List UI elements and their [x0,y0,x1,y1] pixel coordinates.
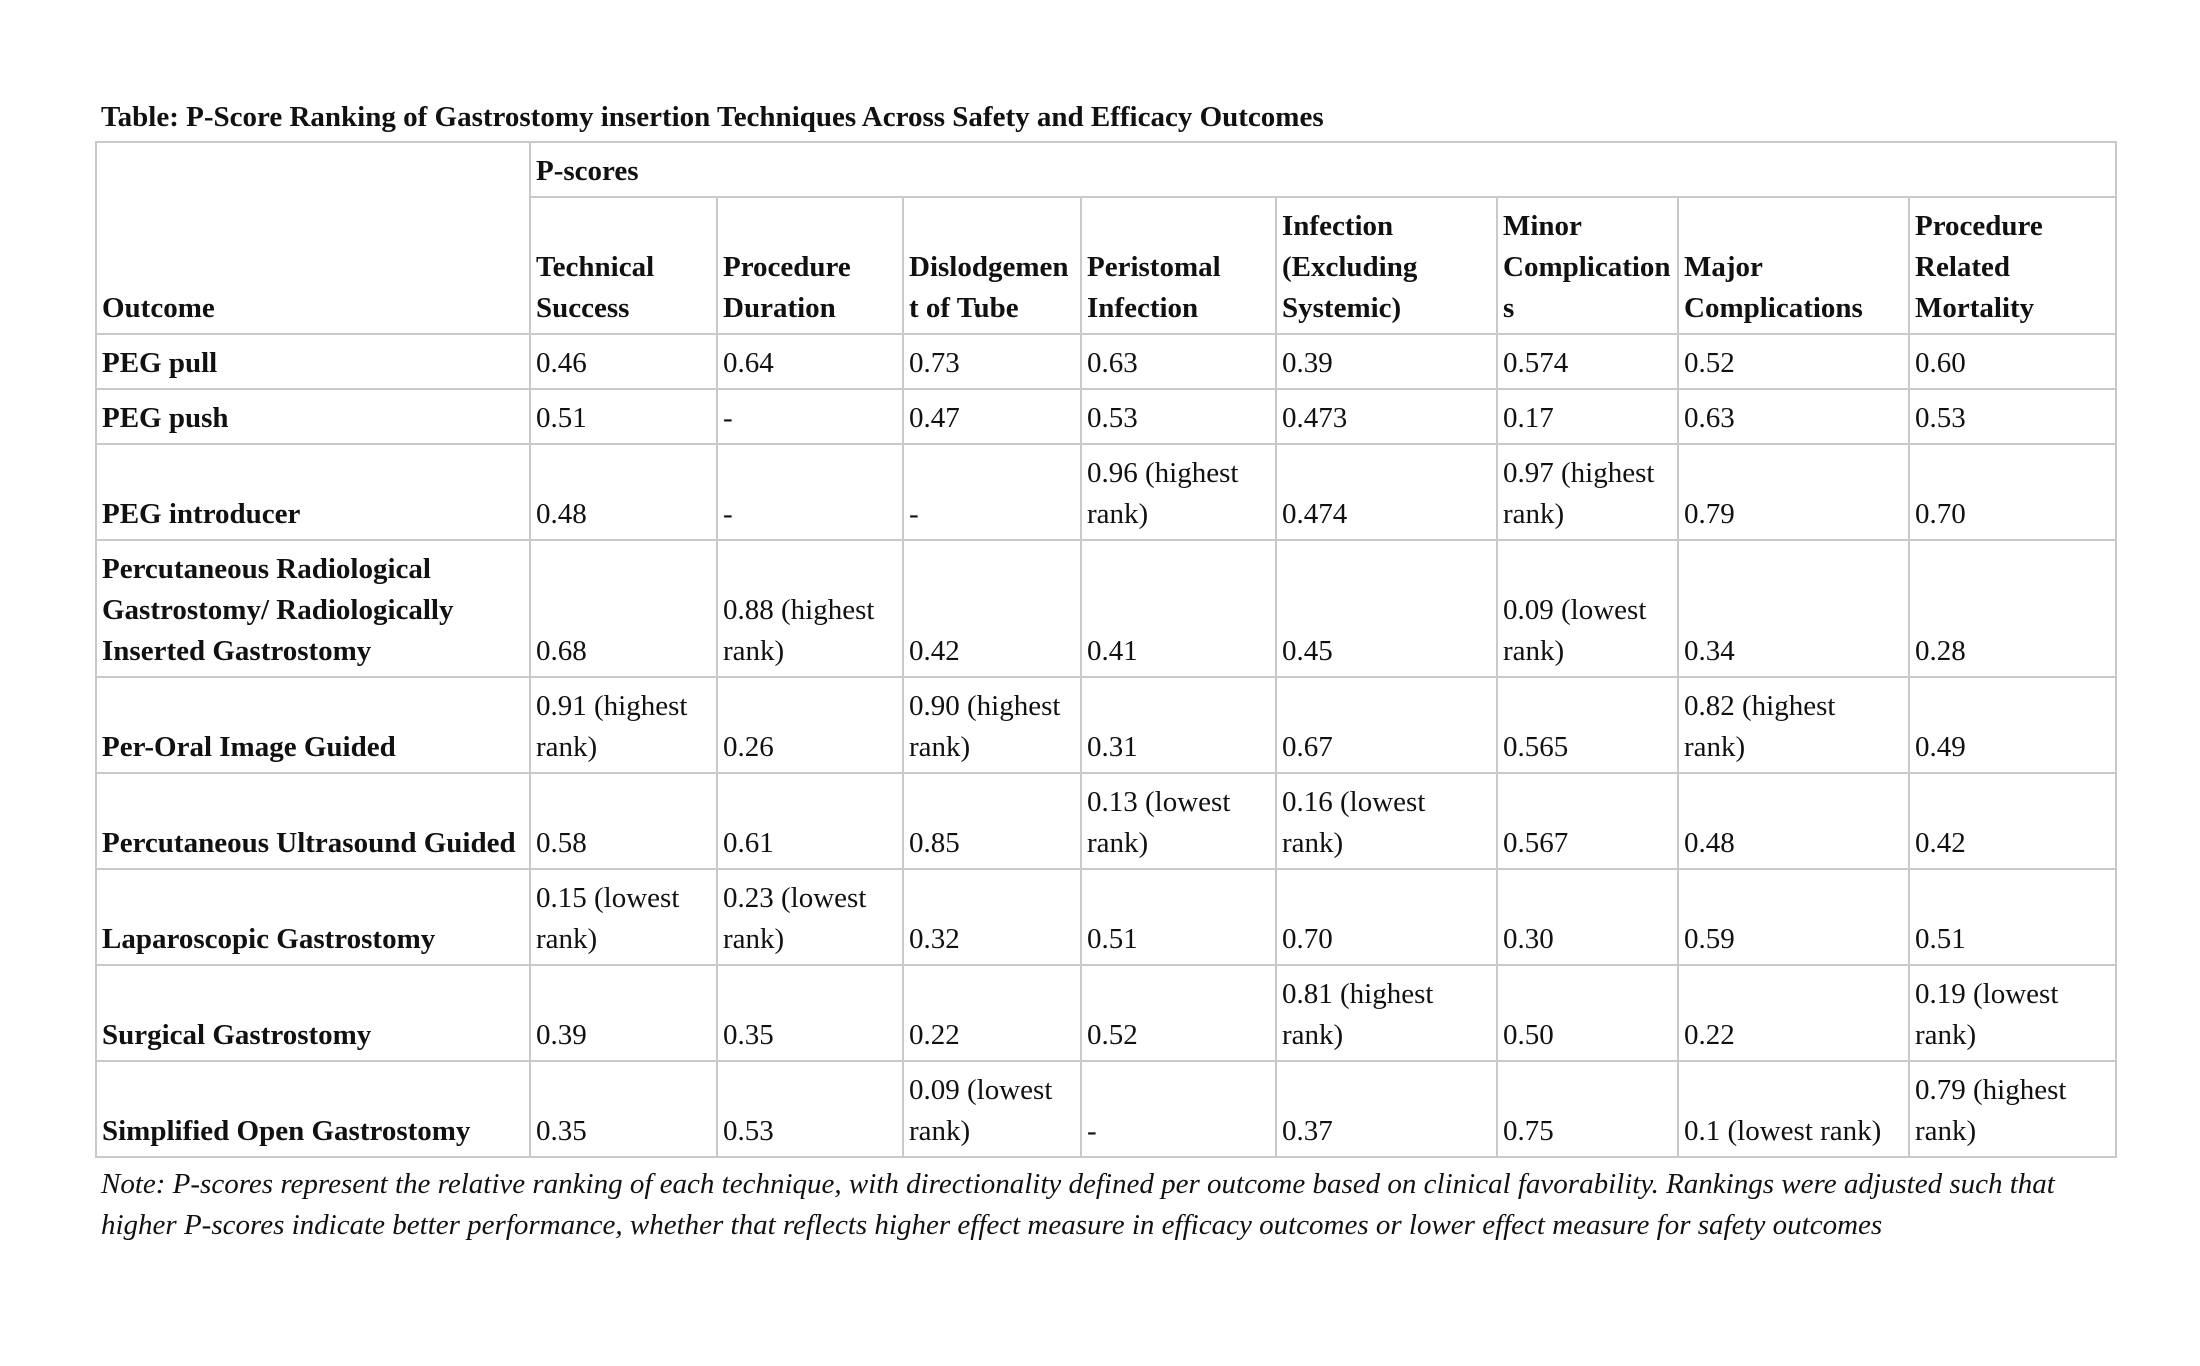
technique-label: PEG pull [96,334,530,389]
p-score-cell: 0.47 [903,389,1081,444]
p-score-cell: 0.474 [1276,444,1497,540]
table-row [96,1061,2116,1157]
p-score-cell: 0.82 (highest rank) [1678,677,1909,773]
p-score-cell: 0.26 [717,677,903,773]
table-row [96,334,2116,389]
table-row [96,773,2116,869]
p-score-cell: 0.16 (lowest rank) [1276,773,1497,869]
p-score-cell: 0.09 (lowest rank) [903,1061,1081,1157]
p-score-cell: 0.97 (highest rank) [1497,444,1678,540]
table-title: Table: P-Score Ranking of Gastrostomy insertion Techniques Across Safety and Efficacy Outcomes [101,101,1324,133]
p-score-cell: 0.48 [1678,773,1909,869]
p-score-cell: 0.09 (lowest rank) [1497,540,1678,677]
p-score-cell: 0.1 (lowest rank) [1678,1061,1909,1157]
p-score-cell: 0.59 [1678,869,1909,965]
p-scores-header: P-scores [530,142,2116,197]
table-row [96,389,2116,444]
p-score-cell: 0.96 (highest rank) [1081,444,1276,540]
table-row [96,677,2116,773]
technique-label: PEG push [96,389,530,444]
p-score-cell: 0.42 [903,540,1081,677]
p-score-cell: 0.58 [530,773,717,869]
p-score-cell: 0.75 [1497,1061,1678,1157]
p-score-cell: 0.35 [530,1061,717,1157]
p-score-cell: 0.15 (lowest rank) [530,869,717,965]
p-score-cell: 0.50 [1497,965,1678,1061]
p-score-cell: 0.51 [1909,869,2116,965]
p-score-cell: 0.79 (highest rank) [1909,1061,2116,1157]
p-score-cell: 0.51 [1081,869,1276,965]
column-header: Peristomal Infection [1081,197,1276,334]
technique-label: Surgical Gastrostomy [96,965,530,1061]
p-score-cell: 0.88 (highest rank) [717,540,903,677]
technique-label: Simplified Open Gastrostomy [96,1061,530,1157]
p-score-cell: 0.60 [1909,334,2116,389]
p-score-cell: 0.81 (highest rank) [1276,965,1497,1061]
p-score-cell: 0.35 [717,965,903,1061]
column-header: Dislodgement of Tube [903,197,1081,334]
p-score-cell: 0.42 [1909,773,2116,869]
p-score-cell: 0.91 (highest rank) [530,677,717,773]
document-page [95,97,2115,1246]
technique-label: Per-Oral Image Guided [96,677,530,773]
table-row [96,444,2116,540]
p-score-cell: 0.39 [530,965,717,1061]
p-score-cell: 0.473 [1276,389,1497,444]
p-score-cell: 0.53 [1081,389,1276,444]
p-score-cell: 0.90 (highest rank) [903,677,1081,773]
p-score-cell: 0.28 [1909,540,2116,677]
p-score-cell: 0.41 [1081,540,1276,677]
p-score-cell: 0.79 [1678,444,1909,540]
p-score-cell: - [903,444,1081,540]
table-body [96,334,2116,1157]
p-score-cell: 0.52 [1081,965,1276,1061]
p-score-cell: 0.30 [1497,869,1678,965]
p-score-cell: 0.22 [1678,965,1909,1061]
column-header: Technical Success [530,197,717,334]
pscore-table [95,141,2117,1158]
p-score-cell: 0.53 [717,1061,903,1157]
p-score-cell: 0.51 [530,389,717,444]
column-header: Major Complications [1678,197,1909,334]
p-score-cell: 0.73 [903,334,1081,389]
p-score-cell: 0.63 [1081,334,1276,389]
table-row [96,965,2116,1061]
column-header: Infection (Excluding Systemic) [1276,197,1497,334]
outcome-header: Outcome [96,142,530,334]
p-score-cell: 0.45 [1276,540,1497,677]
p-score-cell: 0.67 [1276,677,1497,773]
p-score-cell: 0.64 [717,334,903,389]
p-score-cell: 0.70 [1909,444,2116,540]
p-score-cell: - [717,389,903,444]
p-score-cell: 0.34 [1678,540,1909,677]
column-header: Minor Complications [1497,197,1678,334]
p-score-cell: 0.22 [903,965,1081,1061]
p-score-cell: 0.565 [1497,677,1678,773]
p-score-cell: 0.574 [1497,334,1678,389]
p-score-cell: 0.31 [1081,677,1276,773]
p-score-cell: 0.17 [1497,389,1678,444]
p-score-cell: 0.39 [1276,334,1497,389]
p-score-cell: 0.19 (lowest rank) [1909,965,2116,1061]
p-score-cell: 0.61 [717,773,903,869]
p-score-cell: 0.85 [903,773,1081,869]
p-score-cell: 0.52 [1678,334,1909,389]
p-score-cell: 0.68 [530,540,717,677]
technique-label: Percutaneous Radiological Gastrostomy/ Radiologically Inserted Gastrostomy [96,540,530,677]
table-row [96,869,2116,965]
p-score-cell: 0.48 [530,444,717,540]
table-row [96,540,2116,677]
p-score-cell: - [717,444,903,540]
p-score-cell: 0.23 (lowest rank) [717,869,903,965]
technique-label: PEG introducer [96,444,530,540]
table-note: Note: P-scores represent the relative ranking of each technique, with directionality defined per outcome based on clinical favorability. Rankings were adjusted such that higher P-scores indicate better performance, whether that reflects higher effect measure in efficacy outcomes or lower effect measure for safety outcomes [101,1168,2055,1241]
column-header: Procedure Related Mortality [1909,197,2116,334]
technique-label: Percutaneous Ultrasound Guided [96,773,530,869]
p-score-cell: 0.53 [1909,389,2116,444]
technique-label: Laparoscopic Gastrostomy [96,869,530,965]
p-score-cell: 0.63 [1678,389,1909,444]
p-score-cell: 0.32 [903,869,1081,965]
table-header [96,142,2116,334]
column-header: Procedure Duration [717,197,903,334]
p-score-cell: 0.13 (lowest rank) [1081,773,1276,869]
p-score-cell: - [1081,1061,1276,1157]
p-score-cell: 0.37 [1276,1061,1497,1157]
header-row-group [96,142,2116,197]
p-score-cell: 0.49 [1909,677,2116,773]
p-score-cell: 0.567 [1497,773,1678,869]
p-score-cell: 0.70 [1276,869,1497,965]
p-score-cell: 0.46 [530,334,717,389]
